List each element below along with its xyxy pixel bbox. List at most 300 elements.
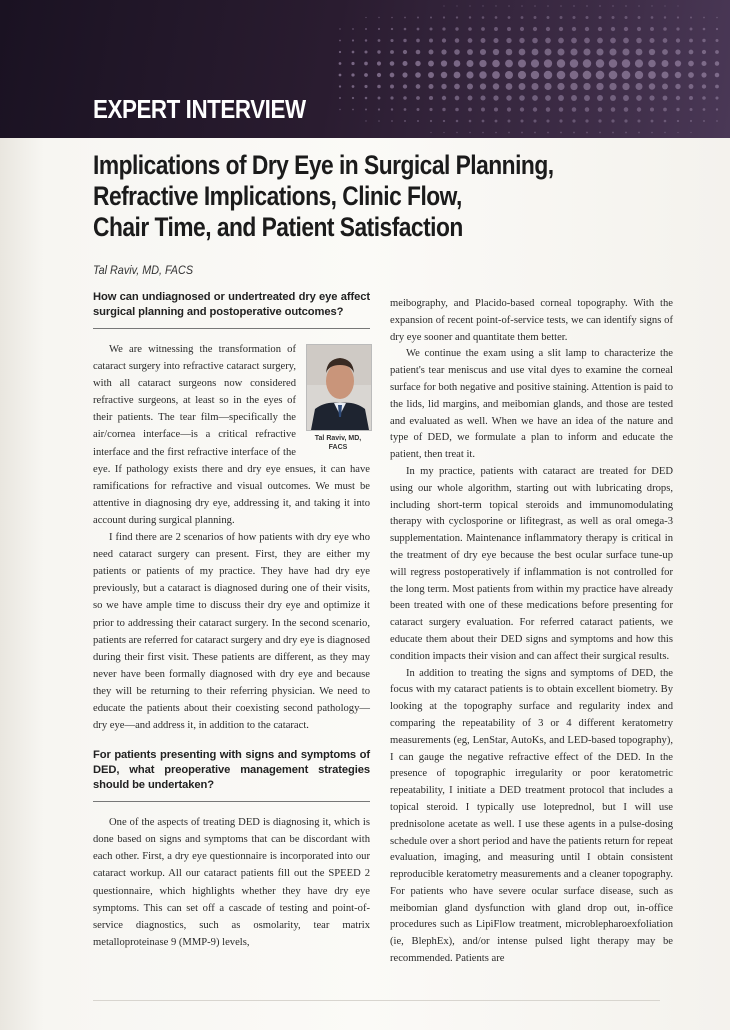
halftone-dot bbox=[650, 107, 654, 111]
halftone-dot bbox=[495, 5, 496, 6]
halftone-dot bbox=[416, 50, 421, 55]
halftone-dot bbox=[547, 16, 550, 19]
halftone-dot bbox=[429, 39, 433, 43]
halftone-dot bbox=[339, 97, 341, 99]
halftone-dot bbox=[651, 5, 652, 6]
photo-caption bbox=[306, 434, 370, 452]
halftone-dot bbox=[468, 38, 473, 43]
halftone-dot bbox=[598, 107, 603, 112]
halftone-dot bbox=[560, 132, 562, 134]
page-bottom-rule bbox=[93, 1000, 660, 1001]
halftone-dot bbox=[534, 16, 537, 19]
halftone-dot bbox=[481, 38, 486, 43]
caption-line: FACS bbox=[328, 444, 348, 451]
halftone-dot bbox=[429, 96, 433, 100]
halftone-dot bbox=[352, 97, 354, 99]
halftone-dot bbox=[428, 84, 433, 89]
halftone-dot bbox=[339, 40, 341, 42]
halftone-dot bbox=[688, 72, 694, 78]
halftone-dot bbox=[403, 84, 407, 88]
halftone-dot bbox=[521, 5, 523, 7]
halftone-dot bbox=[715, 96, 718, 99]
halftone-dot bbox=[442, 27, 445, 30]
halftone-dot bbox=[377, 61, 381, 65]
halftone-dot bbox=[573, 132, 575, 134]
halftone-dot bbox=[520, 27, 524, 31]
halftone-dot bbox=[636, 49, 643, 56]
halftone-dot bbox=[403, 96, 407, 100]
halftone-dot bbox=[570, 59, 578, 67]
halftone-dot bbox=[480, 95, 485, 100]
halftone-dot bbox=[442, 108, 445, 111]
halftone-dot bbox=[506, 49, 513, 56]
halftone-dot bbox=[507, 27, 511, 31]
halftone-dot bbox=[547, 5, 549, 7]
halftone-dot bbox=[635, 83, 642, 90]
halftone-dot bbox=[584, 38, 590, 44]
halftone-dot bbox=[638, 16, 641, 19]
halftone-dot bbox=[454, 60, 461, 67]
halftone-dot bbox=[637, 27, 641, 31]
halftone-dot bbox=[441, 72, 447, 78]
halftone-dot bbox=[455, 27, 458, 30]
halftone-dot bbox=[442, 38, 446, 42]
halftone-dot bbox=[715, 50, 719, 54]
halftone-dot bbox=[677, 132, 678, 133]
halftone-dot bbox=[612, 16, 615, 19]
halftone-dot bbox=[623, 38, 629, 44]
halftone-dot bbox=[597, 95, 603, 101]
halftone-dot bbox=[662, 60, 669, 67]
halftone-dot bbox=[664, 16, 666, 18]
halftone-dot bbox=[596, 83, 603, 90]
halftone-dot bbox=[352, 28, 354, 30]
halftone-dot bbox=[467, 60, 474, 67]
halftone-dot bbox=[715, 73, 720, 78]
halftone-dot bbox=[469, 120, 472, 123]
halftone-dot bbox=[558, 95, 564, 101]
halftone-dot bbox=[546, 27, 550, 31]
halftone-dot bbox=[455, 96, 460, 101]
halftone-dot bbox=[571, 38, 577, 44]
halftone-dot bbox=[663, 96, 668, 101]
halftone-dot bbox=[689, 108, 692, 111]
halftone-dot bbox=[690, 16, 692, 18]
halftone-dot bbox=[635, 71, 643, 79]
halftone-dot bbox=[635, 59, 643, 67]
halftone-dot bbox=[378, 28, 380, 30]
halftone-dot bbox=[677, 120, 679, 122]
halftone-dot bbox=[521, 132, 523, 134]
halftone-dot bbox=[468, 108, 472, 112]
halftone-dot bbox=[430, 120, 432, 122]
halftone-dot bbox=[495, 132, 497, 134]
halftone-dot bbox=[443, 5, 444, 6]
halftone-dot bbox=[351, 73, 354, 76]
halftone-dot bbox=[622, 48, 629, 55]
halftone-dot bbox=[651, 132, 653, 134]
halftone-dot bbox=[612, 132, 614, 134]
halftone-dot bbox=[676, 108, 679, 111]
halftone-dot bbox=[624, 119, 627, 122]
halftone-dot bbox=[676, 96, 680, 100]
halftone-dot bbox=[716, 17, 718, 19]
halftone-dot bbox=[663, 27, 667, 31]
halftone-dot bbox=[546, 119, 549, 122]
halftone-dot bbox=[441, 49, 446, 54]
halftone-dot bbox=[377, 50, 380, 53]
halftone-dot bbox=[599, 5, 601, 7]
halftone-dot bbox=[675, 49, 680, 54]
halftone-dot bbox=[479, 60, 486, 67]
author-photo-block bbox=[306, 344, 370, 452]
halftone-dot bbox=[703, 108, 706, 111]
halftone-dot bbox=[494, 27, 498, 31]
halftone-dot bbox=[378, 108, 380, 110]
halftone-dot bbox=[390, 61, 395, 66]
halftone-dot bbox=[572, 27, 576, 31]
halftone-dot bbox=[637, 119, 640, 122]
halftone-dot bbox=[689, 84, 694, 89]
halftone-dot bbox=[570, 48, 577, 55]
halftone-dot bbox=[441, 84, 446, 89]
halftone-dot bbox=[352, 51, 355, 54]
halftone-dot bbox=[544, 59, 552, 67]
caption-line: Tal Raviv, MD, bbox=[314, 435, 362, 442]
halftone-dot bbox=[662, 84, 668, 90]
halftone-dot bbox=[636, 38, 642, 44]
halftone-dot bbox=[596, 59, 604, 67]
halftone-dot bbox=[505, 60, 513, 68]
halftone-dot bbox=[378, 120, 380, 122]
headline-line: Chair Time, and Patient Satisfaction bbox=[93, 212, 463, 242]
halftone-dot bbox=[585, 27, 589, 31]
halftone-dot bbox=[467, 84, 473, 90]
halftone-dot bbox=[624, 27, 628, 31]
halftone-dot bbox=[390, 39, 393, 42]
halftone-dot bbox=[495, 16, 498, 19]
halftone-dot bbox=[469, 132, 471, 134]
halftone-dot bbox=[703, 28, 706, 31]
halftone-dot bbox=[339, 28, 340, 29]
halftone-dot bbox=[596, 48, 603, 55]
halftone-dot bbox=[482, 5, 483, 6]
halftone-dot bbox=[339, 62, 342, 65]
halftone-dot bbox=[716, 28, 718, 30]
halftone-dot bbox=[519, 83, 526, 90]
halftone-dot bbox=[572, 119, 575, 122]
halftone-dot bbox=[482, 132, 484, 134]
halftone-dot bbox=[402, 61, 407, 66]
halftone-dot bbox=[609, 71, 618, 80]
halftone-dot bbox=[690, 120, 692, 122]
halftone-dot bbox=[703, 17, 705, 19]
halftone-dot bbox=[638, 5, 640, 7]
halftone-dot bbox=[557, 48, 564, 55]
halftone-dot bbox=[454, 84, 460, 90]
halftone-dot bbox=[469, 5, 470, 6]
halftone-dot bbox=[583, 83, 590, 90]
halftone-dot bbox=[560, 16, 563, 19]
halftone-dot bbox=[570, 83, 577, 90]
halftone-dot bbox=[611, 107, 616, 112]
halftone-dot bbox=[428, 61, 434, 67]
halftone-dot bbox=[702, 50, 706, 54]
halftone-dot bbox=[402, 72, 407, 77]
left-column bbox=[93, 290, 370, 951]
body-paragraph: One of the aspects of treating DED is diagnosing it, which is done based on signs and symptoms that can be discordant with each other. First, a dry eye questionnaire is incorporated into our cataract workup. All our cataract patients fill out the SPEED 2 questionnaire, which highlights whether they have dry eye symptoms. This can set off a cascade of testing and point-of-service diagnostics, such as osmolarity, tear matrix metalloproteinase 9 (MMP-9) levels, bbox=[93, 817, 370, 948]
halftone-dot bbox=[417, 108, 420, 111]
body-paragraph: In my practice, patients with cataract are treated for DED using our whole algorithm, starting out with lubricating drops, including short-term topical steroids and immunomodulating therapy with cyclosporine or lifitegrast, as well as oral omega-3 supplementation. Maintenance inflammatory therapy is critical in the treatment of dry eye because the best ocular surface tune-up will regress postoperatively if inflammation is not controlled for the long term. Most patients from within my practice have already been treated with one of these medications before presenting for cataract surgery evaluation. For referred cataract patients, we educate them about their DED signs and symptoms and how this condition impacts their vision and can affect their surgical results. bbox=[390, 465, 673, 662]
halftone-dot bbox=[377, 73, 381, 77]
halftone-dot bbox=[690, 132, 691, 133]
halftone-dot bbox=[560, 5, 562, 7]
halftone-dot bbox=[352, 109, 354, 111]
halftone-dot bbox=[584, 95, 590, 101]
halftone-dot bbox=[689, 96, 693, 100]
halftone-dot bbox=[663, 38, 668, 43]
halftone-dot bbox=[428, 72, 434, 78]
halftone-dot bbox=[417, 120, 419, 122]
halftone-dot bbox=[480, 83, 486, 89]
halftone-dot bbox=[531, 83, 538, 90]
halftone-dot bbox=[454, 49, 460, 55]
halftone-dot bbox=[429, 50, 434, 55]
question-heading: For patients presenting with signs and symptoms of DED, what preoperative management strategies should be undertaken? bbox=[93, 748, 370, 802]
halftone-dot bbox=[493, 95, 498, 100]
halftone-dot bbox=[519, 38, 524, 43]
halftone-dot bbox=[482, 16, 485, 19]
halftone-dot bbox=[531, 59, 539, 67]
halftone-dot bbox=[559, 27, 563, 31]
halftone-dot bbox=[365, 28, 367, 30]
halftone-dot bbox=[636, 95, 642, 101]
halftone-dot bbox=[365, 109, 367, 111]
halftone-dot bbox=[391, 28, 393, 30]
halftone-dot bbox=[609, 83, 616, 90]
halftone-dot bbox=[390, 85, 394, 89]
halftone-dot bbox=[417, 17, 419, 19]
halftone-dot bbox=[649, 49, 655, 55]
halftone-dot bbox=[507, 107, 511, 111]
halftone-dot bbox=[378, 17, 379, 18]
halftone-dot bbox=[506, 38, 511, 43]
halftone-dot bbox=[676, 38, 680, 42]
halftone-dot bbox=[492, 60, 500, 68]
halftone-dot bbox=[493, 83, 500, 90]
halftone-dot bbox=[716, 39, 719, 42]
halftone-dot bbox=[533, 119, 536, 122]
halftone-dot bbox=[649, 83, 655, 89]
halftone-dot bbox=[390, 96, 393, 99]
halftone-dot bbox=[586, 16, 589, 19]
halftone-dot bbox=[546, 107, 550, 111]
halftone-dot bbox=[649, 38, 654, 43]
halftone-dot bbox=[531, 71, 539, 79]
halftone-dot bbox=[481, 108, 485, 112]
halftone-dot bbox=[469, 16, 471, 18]
halftone-dot bbox=[610, 95, 616, 101]
body-paragraph: We are witnessing the transformation of cataract surgery into refractive cataract surgery, with all cataract surgeons now considered refractive surgeons, at least so in the eyes of their patients. The tear film—specifically the air/cornea interface—is a critical refractive interface and the first refractive interface of the eye. If pathology exists there and dry eye ensues, it can have ramifications for refractive and visual outcomes. We must be attentive in diagnosing dry eye, addressing it, and taking it into account during surgical planning. bbox=[93, 344, 370, 526]
halftone-dot bbox=[559, 119, 562, 122]
body-paragraph: In addition to treating the signs and symptoms of DED, the focus with my cataract patients is to obtain excellent biometry. By looking at the topography surface and regularity index and comparing the repeatability of 3 or 4 different keratometry measurements (eg, LenStar, AutoKs, and LED-based topography), I can gauge the negative refractive effect of the DED. In the presence of topographic irregularity or poor keratometric repeatability, I initiate a DED treatment protocol that includes a topical steroid. I typically use loteprednol, but I will use prednisolone acetate as well. I use these agents in a pulse-dosing schedule over a short period and have the patients return for repeat evaluation, imaging, and measuring until I obtain consistent reproducible keratometry measurements and a cleaner topography. For patients who have severe ocular surface disease, such as meibomian gland dysfunction with gland drop out, in-office procedures such as LipiFlow treatment, microblepharoexfoliation (ie, BlephEx), and/or intense pulsed light therapy may be recommended. Patients are bbox=[390, 667, 673, 965]
halftone-dot bbox=[391, 108, 393, 110]
halftone-dot bbox=[339, 74, 342, 77]
halftone-dot bbox=[701, 61, 706, 66]
halftone-dot bbox=[585, 107, 590, 112]
halftone-dot bbox=[675, 72, 681, 78]
halftone-dot bbox=[688, 61, 694, 67]
halftone-dot bbox=[404, 108, 407, 111]
halftone-dot bbox=[545, 95, 551, 101]
halftone-dot bbox=[573, 5, 575, 7]
halftone-dot bbox=[534, 5, 536, 7]
halftone-dot bbox=[417, 28, 420, 31]
halftone-dot bbox=[480, 49, 486, 55]
halftone-dot bbox=[352, 39, 354, 41]
halftone-dot bbox=[559, 107, 564, 112]
halftone-dot bbox=[442, 96, 446, 100]
halftone-dot bbox=[599, 16, 602, 19]
halftone-dot bbox=[558, 38, 564, 44]
halftone-dot bbox=[339, 51, 341, 53]
halftone-dot bbox=[495, 120, 498, 123]
halftone-dot bbox=[609, 48, 616, 55]
halftone-dot bbox=[468, 27, 472, 31]
halftone-dot bbox=[585, 119, 588, 122]
halftone-dot bbox=[715, 61, 719, 65]
halftone-dot bbox=[623, 95, 629, 101]
halftone-dot bbox=[519, 95, 525, 101]
halftone-dot bbox=[533, 27, 537, 31]
halftone-dot bbox=[648, 60, 656, 68]
halftone-dot bbox=[466, 71, 473, 78]
halftone-dot bbox=[544, 83, 551, 90]
halftone-dot bbox=[429, 27, 432, 30]
halftone-dot bbox=[532, 95, 538, 101]
halftone-dot bbox=[403, 50, 407, 54]
halftone-dot bbox=[676, 27, 679, 30]
halftone-dot bbox=[443, 120, 445, 122]
halftone-dot bbox=[378, 97, 381, 100]
halftone-dot bbox=[545, 38, 551, 44]
halftone-dot bbox=[443, 132, 444, 133]
halftone-dot bbox=[430, 132, 431, 133]
halftone-dot bbox=[583, 48, 590, 55]
halftone-dot bbox=[663, 108, 667, 112]
halftone-dot bbox=[456, 120, 459, 123]
halftone-dot bbox=[532, 49, 539, 56]
halftone-dot bbox=[415, 72, 421, 78]
halftone-dot bbox=[364, 85, 367, 88]
headline-line: Implications of Dry Eye in Surgical Planning, bbox=[93, 150, 554, 180]
question-heading: How can undiagnosed or undertreated dry eye affect surgical planning and postoperative outcomes? bbox=[93, 290, 370, 329]
halftone-dot bbox=[702, 96, 706, 100]
halftone-dot bbox=[701, 72, 706, 77]
halftone-dot bbox=[493, 49, 499, 55]
halftone-dot bbox=[492, 71, 500, 79]
halftone-dot bbox=[481, 27, 485, 31]
halftone-dot bbox=[352, 85, 355, 88]
body-paragraph: meibography, and Placido-based corneal topography. With the expansion of recent point-of-service tests, we can identify signs of dry eye sooner and quantitate them better. bbox=[390, 298, 673, 343]
halftone-dot bbox=[664, 5, 665, 6]
halftone-dot bbox=[443, 16, 445, 18]
halftone-dot bbox=[390, 73, 395, 78]
section-banner bbox=[0, 0, 730, 138]
halftone-dot bbox=[675, 60, 681, 66]
halftone-dot bbox=[611, 119, 614, 122]
halftone-dot bbox=[648, 71, 656, 79]
halftone-dot bbox=[521, 16, 524, 19]
halftone-dot bbox=[532, 38, 538, 44]
halftone-dot bbox=[365, 39, 367, 41]
halftone-dot bbox=[455, 38, 460, 43]
halftone-dot bbox=[545, 49, 552, 56]
halftone-dot bbox=[716, 120, 718, 122]
halftone-dot bbox=[651, 16, 654, 19]
halftone-dot bbox=[689, 39, 693, 43]
portrait-image bbox=[307, 345, 371, 430]
halftone-dot bbox=[351, 62, 354, 65]
halftone-dot bbox=[456, 16, 458, 18]
halftone-dot bbox=[441, 60, 447, 66]
halftone-dot bbox=[378, 39, 381, 42]
halftone-dot bbox=[583, 59, 591, 67]
halftone-dot bbox=[715, 85, 719, 89]
halftone-dot bbox=[467, 49, 473, 55]
halftone-dot bbox=[702, 39, 705, 42]
halftone-dot bbox=[716, 108, 718, 110]
halftone-dot bbox=[596, 71, 605, 80]
halftone-dot bbox=[391, 17, 393, 19]
halftone-dot bbox=[454, 72, 461, 79]
halftone-dot bbox=[586, 5, 588, 7]
halftone-dot bbox=[416, 39, 420, 43]
halftone-dot bbox=[482, 120, 485, 123]
halftone-dot bbox=[586, 132, 588, 134]
halftone-dot bbox=[518, 59, 526, 67]
halftone-dot bbox=[598, 119, 601, 122]
halftone-dot bbox=[520, 119, 523, 122]
section-title: EXPERT INTERVIEW bbox=[93, 94, 306, 124]
halftone-dot bbox=[547, 132, 549, 134]
halftone-dot bbox=[583, 71, 592, 80]
halftone-dot bbox=[677, 16, 679, 18]
halftone-dot bbox=[456, 132, 457, 133]
halftone-dot bbox=[364, 50, 367, 53]
halftone-dot bbox=[610, 38, 616, 44]
halftone-dot bbox=[638, 132, 640, 134]
halftone-dot bbox=[430, 16, 432, 18]
halftone-dot bbox=[637, 107, 641, 111]
halftone-dot bbox=[364, 62, 368, 66]
halftone-dot bbox=[664, 120, 667, 123]
halftone-dot bbox=[339, 109, 340, 110]
halftone-dot bbox=[675, 84, 680, 89]
halftone-dot bbox=[494, 107, 498, 111]
halftone-dot bbox=[650, 27, 654, 31]
halftone-dot bbox=[599, 132, 601, 134]
halftone-dot bbox=[612, 5, 614, 7]
halftone-dot bbox=[364, 73, 368, 77]
halftone-dot bbox=[533, 107, 537, 111]
halftone-dot bbox=[534, 132, 536, 134]
halftone-dot bbox=[544, 71, 553, 80]
halftone-dot bbox=[572, 107, 577, 112]
halftone-dot bbox=[611, 27, 615, 31]
halftone-dot bbox=[651, 120, 654, 123]
headline-line: Refractive Implications, Clinic Flow, bbox=[93, 181, 462, 211]
